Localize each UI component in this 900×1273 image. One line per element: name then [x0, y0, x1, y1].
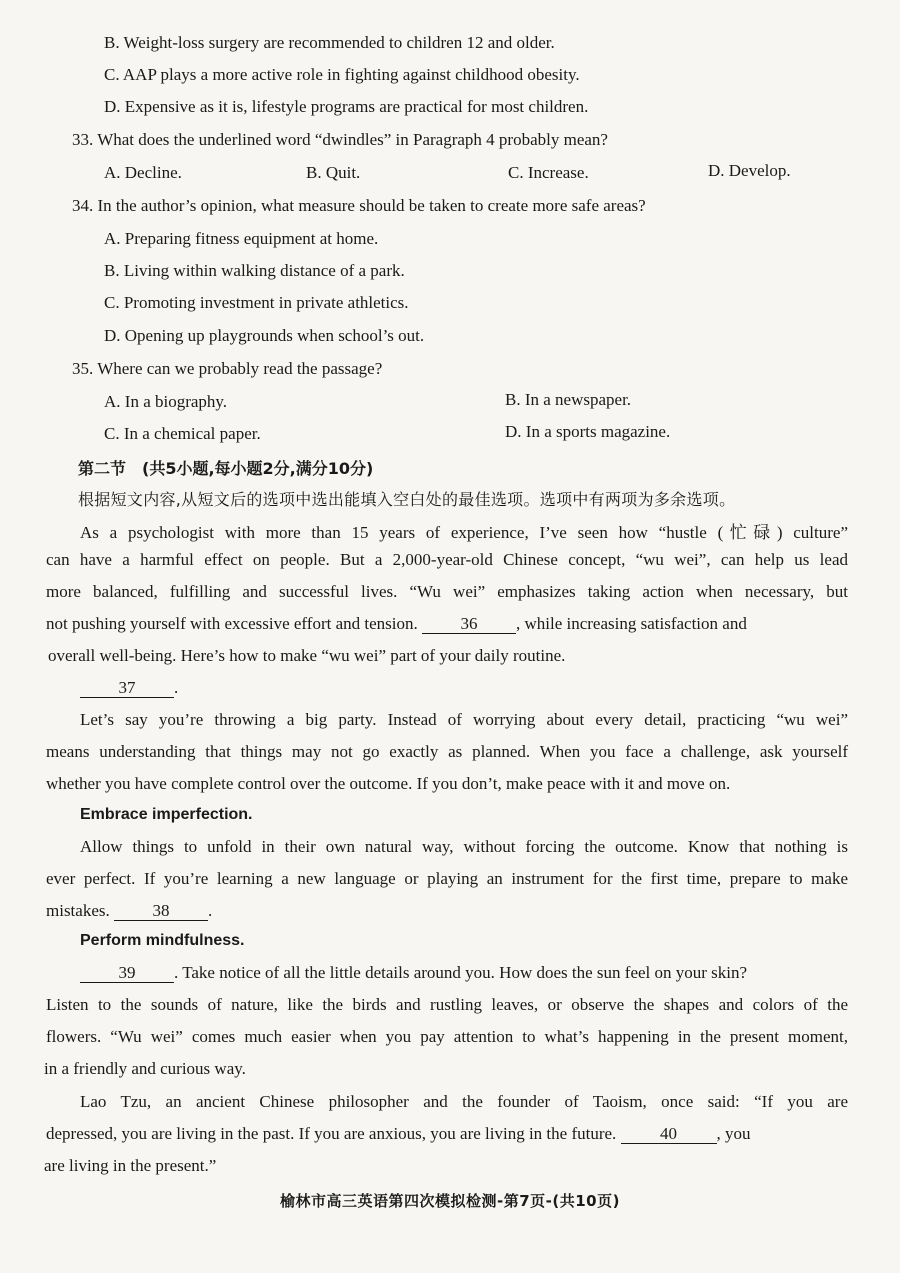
heading-embrace-imperfection: Embrace imperfection. — [80, 806, 253, 823]
q34-stem: 34. In the author’s opinion, what measure should be taken to create more safe areas? — [72, 196, 646, 215]
q33-option-b: B. Quit. — [306, 163, 361, 182]
passage-text: depressed, you are living in the past. If you are anxious, you are living in the future. — [46, 1124, 617, 1143]
q35-option-c: C. In a chemical paper. — [104, 424, 261, 443]
q34-option-d: D. Opening up playgrounds when school’s out. — [104, 326, 425, 345]
passage-text: mistakes. — [46, 901, 110, 920]
q34-option-c: C. Promoting investment in private athletics. — [104, 293, 409, 312]
passage-p3-line2: ever perfect. If you’re learning a new language or playing an instrument for the first time, prepare to make — [46, 869, 848, 888]
passage-p4-line4: in a friendly and curious way. — [44, 1059, 246, 1078]
passage-text: . Take notice of all the little details around you. How does the sun feel on your skin? — [174, 963, 748, 982]
passage-p5-line1: Lao Tzu, an ancient Chinese philosopher and the founder of Taoism, once said: “If you are — [80, 1092, 848, 1111]
passage-text: not pushing yourself with excessive effort and tension. — [46, 614, 418, 633]
blank-36[interactable]: 36 — [422, 615, 516, 634]
passage-p2-line2: means understanding that things may not go exactly as planned. When you face a challenge, ask yourself — [46, 742, 848, 761]
passage-p1-line3: more balanced, fulfilling and successful lives. “Wu wei” emphasizes taking action when necessary, but — [46, 582, 848, 601]
passage-p4-line3: flowers. “Wu wei” comes much easier when you pay attention to what’s happening in the present moment, — [46, 1027, 848, 1046]
blank-39[interactable]: 39 — [80, 964, 174, 983]
q32-option-c: C. AAP plays a more active role in fighting against childhood obesity. — [104, 65, 580, 84]
q35-stem: 35. Where can we probably read the passage? — [72, 359, 383, 378]
section-title: 第二节 (共5小题,每小题2分,满分10分) — [78, 459, 374, 478]
passage-text: , while increasing satisfaction and — [515, 614, 747, 633]
blank-38[interactable]: 38 — [114, 902, 208, 921]
q33-option-c: C. Increase. — [508, 163, 589, 182]
heading-blank-37 — [80, 678, 178, 698]
q35-option-d: D. In a sports magazine. — [505, 422, 671, 441]
q33-stem: 33. What does the underlined word “dwindles” in Paragraph 4 probably mean? — [72, 130, 608, 149]
q32-option-d: D. Expensive as it is, lifestyle programs are practical for most children. — [104, 97, 589, 116]
section-instructions: 根据短文内容,从短文后的选项中选出能填入空白处的最佳选项。选项中有两项为多余选项。 — [78, 490, 736, 509]
passage-p1-line4 — [46, 614, 848, 634]
q35-option-a: A. In a biography. — [104, 392, 228, 411]
passage-text: , you — [716, 1124, 751, 1143]
q35-option-b: B. In a newspaper. — [505, 390, 632, 409]
passage-p3-line3 — [46, 901, 212, 921]
passage-p1-line2: can have a harmful effect on people. But a 2,000-year-old Chinese concept, “wu wei”, can help us lead — [46, 550, 848, 569]
passage-p1-line5: overall well-being. Here’s how to make “wu wei” part of your daily routine. — [48, 646, 566, 665]
q32-option-b: B. Weight-loss surgery are recommended to children 12 and older. — [104, 33, 555, 52]
page-footer: 榆林市高三英语第四次模拟检测-第7页-(共10页) — [280, 1192, 620, 1210]
passage-p5-line2 — [46, 1124, 751, 1144]
heading-perform-mindfulness: Perform mindfulness. — [80, 932, 245, 949]
passage-p1-line1: As a psychologist with more than 15 years of experience, I’ve seen how “hustle (忙碌) culture” — [80, 523, 848, 542]
period: . — [208, 901, 213, 920]
q33-option-a: A. Decline. — [104, 163, 182, 182]
blank-40[interactable]: 40 — [621, 1125, 717, 1144]
period: . — [174, 678, 179, 697]
passage-p4-line1 — [80, 963, 848, 983]
q34-option-b: B. Living within walking distance of a park. — [104, 261, 405, 280]
passage-p2-line1: Let’s say you’re throwing a big party. Instead of worrying about every detail, practicing “wu wei” — [80, 710, 848, 729]
q34-option-a: A. Preparing fitness equipment at home. — [104, 229, 379, 248]
blank-37[interactable]: 37 — [80, 679, 174, 698]
passage-p4-line2: Listen to the sounds of nature, like the birds and rustling leaves, or observe the shapes and colors of the — [46, 995, 848, 1014]
passage-p5-line3: are living in the present.” — [44, 1156, 217, 1175]
passage-p2-line3: whether you have complete control over the outcome. If you don’t, make peace with it and move on. — [46, 774, 731, 793]
q33-option-d: D. Develop. — [708, 161, 791, 180]
passage-p3-line1: Allow things to unfold in their own natural way, without forcing the outcome. Know that nothing is — [80, 837, 848, 856]
